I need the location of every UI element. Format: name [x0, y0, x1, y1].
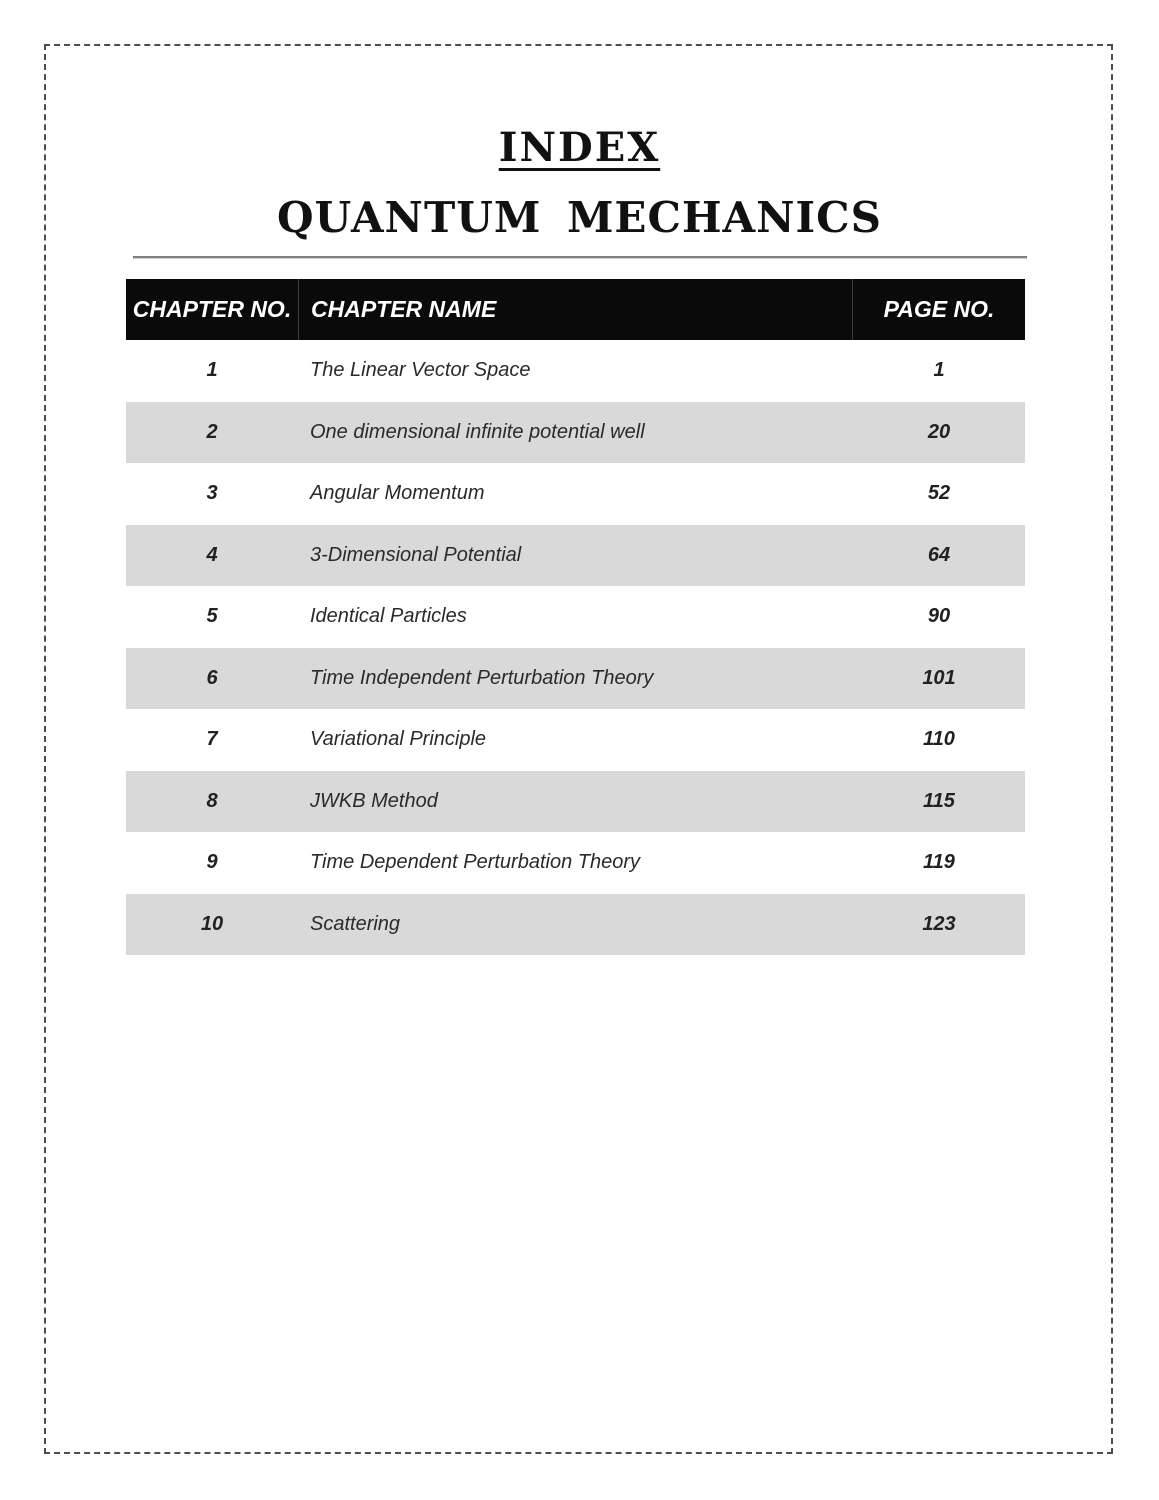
header-page-no: PAGE NO.: [883, 296, 995, 322]
cell-chapter-no: 3: [206, 482, 218, 505]
cell-chapter-no: 5: [206, 605, 218, 628]
header-chapter-no: CHAPTER NO.: [132, 296, 292, 322]
cell-page-no: 20: [927, 420, 951, 443]
cell-page-no: 90: [927, 605, 951, 628]
cell-chapter-name: Identical Particles: [310, 605, 467, 628]
table-header-row: [126, 279, 1025, 340]
cell-chapter-name: Angular Momentum: [310, 482, 485, 505]
cell-chapter-name: Time Dependent Perturbation Theory: [310, 851, 640, 874]
cell-chapter-name: Scattering: [310, 912, 401, 935]
cell-chapter-no: 4: [206, 543, 218, 566]
table-row: [126, 709, 1025, 771]
subject-title: QUANTUM MECHANICS: [277, 193, 882, 242]
table-row: [126, 402, 1025, 464]
cell-chapter-name: The Linear Vector Space: [310, 359, 531, 382]
cell-chapter-name: Time Independent Perturbation Theory: [310, 666, 654, 689]
table-row: [126, 586, 1025, 648]
cell-chapter-name: One dimensional infinite potential well: [310, 420, 645, 443]
table-row: [126, 832, 1025, 894]
table-row: [126, 525, 1025, 587]
cell-chapter-no: 9: [206, 851, 218, 874]
cell-page-no: 115: [923, 789, 955, 812]
cell-chapter-no: 7: [206, 728, 218, 751]
page-title: INDEX: [498, 124, 661, 171]
cell-chapter-name: Variational Principle: [310, 728, 487, 751]
cell-chapter-no: 8: [206, 789, 218, 812]
cell-page-no: 110: [923, 728, 955, 751]
cell-page-no: 1: [933, 359, 945, 382]
cell-page-no: 101: [922, 666, 956, 689]
table-row: [126, 648, 1025, 710]
cell-page-no: 64: [927, 543, 951, 566]
cell-chapter-no: 2: [206, 420, 218, 443]
cell-chapter-no: 6: [206, 666, 218, 689]
divider-line: [133, 256, 1027, 259]
table-row: [126, 340, 1025, 402]
table-row: [126, 894, 1025, 956]
header-chapter-name: CHAPTER NAME: [298, 279, 853, 340]
table-body: [126, 340, 1025, 955]
cell-chapter-no: 1: [206, 359, 218, 382]
cell-page-no: 123: [922, 912, 956, 935]
chapter-index-table: [126, 279, 1025, 955]
table-row: [126, 463, 1025, 525]
cell-page-no: 119: [923, 851, 955, 874]
cell-page-no: 52: [927, 482, 951, 505]
cell-chapter-name: 3-Dimensional Potential: [310, 543, 522, 566]
cell-chapter-no: 10: [200, 912, 224, 935]
cell-chapter-name: JWKB Method: [310, 789, 438, 812]
table-row: [126, 771, 1025, 833]
